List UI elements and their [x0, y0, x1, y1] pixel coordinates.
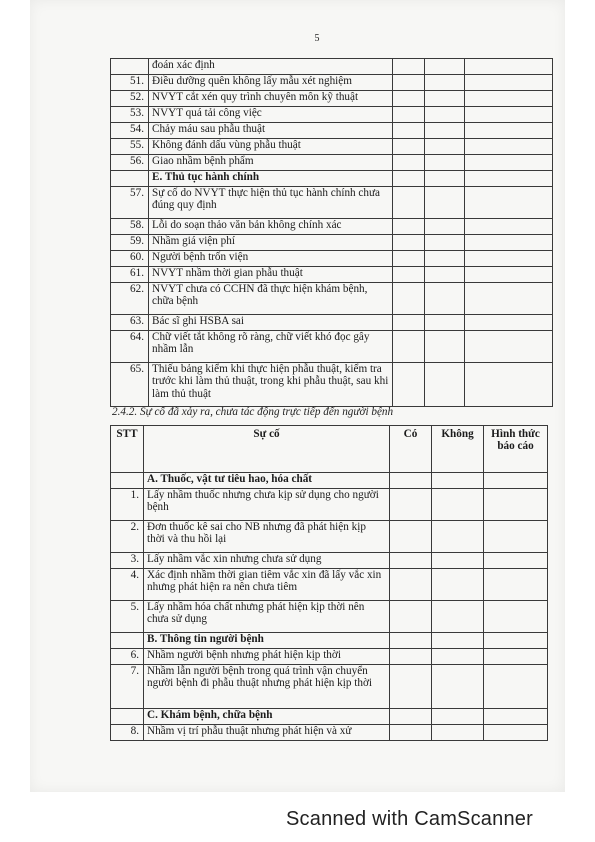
co-cell: [393, 139, 425, 155]
co-cell: [393, 155, 425, 171]
co-cell: [390, 489, 432, 521]
row-number: 1.: [111, 489, 144, 521]
row-number: [111, 59, 149, 75]
khong-cell: [432, 709, 484, 725]
khong-cell: [425, 155, 465, 171]
row-number: 57.: [111, 187, 149, 219]
table-row: [111, 187, 553, 219]
table-row: [111, 123, 553, 139]
row-number: 60.: [111, 251, 149, 267]
incident-text: NVYT nhầm thời gian phẫu thuật: [149, 267, 393, 283]
khong-cell: [425, 219, 465, 235]
incident-table-continued: [110, 58, 553, 407]
incident-text: Lấy nhầm vắc xin nhưng chưa sử dụng: [144, 553, 390, 569]
co-cell: [393, 75, 425, 91]
report-form-cell: [465, 91, 553, 107]
row-number: 8.: [111, 725, 144, 741]
table-row: [111, 553, 548, 569]
table-header-row: [111, 426, 548, 473]
co-cell: [393, 123, 425, 139]
row-number: [111, 633, 144, 649]
khong-cell: [425, 235, 465, 251]
section-title: E. Thủ tục hành chính: [149, 171, 393, 187]
incident-text: Nhầm giá viện phí: [149, 235, 393, 251]
section-title: A. Thuốc, vật tư tiêu hao, hóa chất: [144, 473, 390, 489]
section-title: C. Khám bệnh, chữa bệnh: [144, 709, 390, 725]
co-cell: [393, 331, 425, 363]
section-row: [111, 171, 553, 187]
co-cell: [390, 709, 432, 725]
report-form-cell: [484, 553, 548, 569]
co-cell: [393, 235, 425, 251]
khong-cell: [432, 521, 484, 553]
khong-cell: [425, 171, 465, 187]
report-form-cell: [484, 489, 548, 521]
co-cell: [393, 267, 425, 283]
row-number: 5.: [111, 601, 144, 633]
section-row: [111, 709, 548, 725]
row-number: 58.: [111, 219, 149, 235]
incident-text: Chảy máu sau phẫu thuật: [149, 123, 393, 139]
khong-cell: [425, 139, 465, 155]
khong-cell: [432, 569, 484, 601]
row-number: [111, 709, 144, 725]
khong-cell: [425, 187, 465, 219]
incident-text: Điều dưỡng quên không lấy mẫu xét nghiệm: [149, 75, 393, 91]
khong-cell: [425, 363, 465, 407]
khong-cell: [432, 601, 484, 633]
incident-text: đoán xác định: [149, 59, 393, 75]
report-form-cell: [465, 171, 553, 187]
report-form-cell: [484, 633, 548, 649]
header-co: Có: [390, 426, 432, 473]
table-row: [111, 139, 553, 155]
co-cell: [393, 171, 425, 187]
report-form-cell: [465, 139, 553, 155]
khong-cell: [425, 331, 465, 363]
incident-table-242: [110, 425, 548, 741]
table-row: [111, 649, 548, 665]
co-cell: [390, 725, 432, 741]
row-number: 6.: [111, 649, 144, 665]
incident-table-body: [111, 473, 548, 741]
report-form-cell: [465, 155, 553, 171]
co-cell: [393, 91, 425, 107]
report-form-cell: [465, 187, 553, 219]
row-number: 65.: [111, 363, 149, 407]
co-cell: [393, 59, 425, 75]
report-form-cell: [484, 601, 548, 633]
report-form-cell: [465, 107, 553, 123]
incident-text: Thiếu bảng kiểm khi thực hiện phẫu thuật, kiểm tra trước khi làm thủ thuật, trong khi phẫu thuật, sau khi làm thủ thuật: [149, 363, 393, 407]
co-cell: [390, 473, 432, 489]
row-number: 54.: [111, 123, 149, 139]
table-row: [111, 521, 548, 553]
table-row: [111, 363, 553, 407]
row-number: 55.: [111, 139, 149, 155]
khong-cell: [425, 283, 465, 315]
co-cell: [393, 219, 425, 235]
table-row: [111, 107, 553, 123]
incident-text: Không đánh dấu vùng phẫu thuật: [149, 139, 393, 155]
khong-cell: [425, 267, 465, 283]
report-form-cell: [465, 251, 553, 267]
co-cell: [393, 315, 425, 331]
row-number: 52.: [111, 91, 149, 107]
co-cell: [393, 363, 425, 407]
khong-cell: [432, 665, 484, 709]
co-cell: [390, 569, 432, 601]
table-row: [111, 315, 553, 331]
khong-cell: [425, 91, 465, 107]
table-row: [111, 251, 553, 267]
section-row: [111, 633, 548, 649]
table-row: [111, 75, 553, 91]
khong-cell: [432, 473, 484, 489]
co-cell: [390, 521, 432, 553]
row-number: 7.: [111, 665, 144, 709]
table-row: [111, 569, 548, 601]
report-form-cell: [465, 59, 553, 75]
co-cell: [393, 283, 425, 315]
report-form-cell: [465, 267, 553, 283]
row-number: 63.: [111, 315, 149, 331]
khong-cell: [425, 75, 465, 91]
co-cell: [390, 553, 432, 569]
incident-text: Người bệnh trốn viện: [149, 251, 393, 267]
co-cell: [390, 649, 432, 665]
report-form-cell: [484, 569, 548, 601]
khong-cell: [425, 315, 465, 331]
co-cell: [390, 601, 432, 633]
header-stt: STT: [111, 426, 144, 473]
table-row: [111, 155, 553, 171]
report-form-cell: [484, 521, 548, 553]
row-number: 56.: [111, 155, 149, 171]
section-caption: 2.4.2. Sự cố đã xảy ra, chưa tác động trực tiếp đến người bệnh: [112, 406, 394, 418]
report-form-cell: [484, 649, 548, 665]
table-row: [111, 283, 553, 315]
table-row: [111, 59, 553, 75]
row-number: 4.: [111, 569, 144, 601]
incident-text: Nhầm người bệnh nhưng phát hiện kịp thời: [144, 649, 390, 665]
khong-cell: [432, 553, 484, 569]
incident-text: Chữ viết tắt không rõ ràng, chữ viết khó đọc gây nhầm lẫn: [149, 331, 393, 363]
incident-table-body: [111, 59, 553, 407]
incident-text: Nhầm lẫn người bệnh trong quá trình vận chuyển người bệnh đi phẫu thuật nhưng phát hiện kịp thời: [144, 665, 390, 709]
row-number: 3.: [111, 553, 144, 569]
khong-cell: [432, 649, 484, 665]
incident-text: Bác sĩ ghi HSBA sai: [149, 315, 393, 331]
co-cell: [393, 107, 425, 123]
table-row: [111, 665, 548, 709]
header-su-co: Sự cố: [144, 426, 390, 473]
section-title: B. Thông tin người bệnh: [144, 633, 390, 649]
table-row: [111, 331, 553, 363]
incident-text: Lỗi do soạn thảo văn bản không chính xác: [149, 219, 393, 235]
khong-cell: [432, 725, 484, 741]
page-number: 5: [314, 33, 320, 44]
section-row: [111, 473, 548, 489]
khong-cell: [425, 251, 465, 267]
incident-text: NVYT quá tải công việc: [149, 107, 393, 123]
table-row: [111, 489, 548, 521]
incident-text: Lấy nhầm hóa chất nhưng phát hiện kịp thời nên chưa sử dụng: [144, 601, 390, 633]
camscanner-watermark: Scanned with CamScanner: [286, 808, 533, 830]
table-row: [111, 219, 553, 235]
report-form-cell: [465, 219, 553, 235]
incident-text: Giao nhầm bệnh phẩm: [149, 155, 393, 171]
report-form-cell: [465, 315, 553, 331]
report-form-cell: [484, 665, 548, 709]
row-number: 61.: [111, 267, 149, 283]
khong-cell: [425, 59, 465, 75]
incident-text: NVYT cắt xén quy trình chuyên môn kỹ thuật: [149, 91, 393, 107]
incident-text: Sự cố do NVYT thực hiện thủ tục hành chính chưa đúng quy định: [149, 187, 393, 219]
incident-text: Nhầm vị trí phẫu thuật nhưng phát hiện và xử: [144, 725, 390, 741]
report-form-cell: [465, 235, 553, 251]
row-number: 62.: [111, 283, 149, 315]
row-number: [111, 171, 149, 187]
row-number: 59.: [111, 235, 149, 251]
header-hinh-thuc: Hình thức báo cáo: [484, 426, 548, 473]
co-cell: [393, 251, 425, 267]
report-form-cell: [484, 709, 548, 725]
table-row: [111, 235, 553, 251]
header-khong: Không: [432, 426, 484, 473]
report-form-cell: [484, 473, 548, 489]
incident-text: Xác định nhầm thời gian tiêm vắc xin đã lấy vắc xin nhưng phát hiện ra nên chưa tiêm: [144, 569, 390, 601]
co-cell: [390, 665, 432, 709]
khong-cell: [425, 107, 465, 123]
table-row: [111, 725, 548, 741]
table-row: [111, 601, 548, 633]
row-number: [111, 473, 144, 489]
incident-text: Đơn thuốc kê sai cho NB nhưng đã phát hiện kịp thời và thu hồi lại: [144, 521, 390, 553]
row-number: 2.: [111, 521, 144, 553]
table-row: [111, 267, 553, 283]
report-form-cell: [465, 123, 553, 139]
row-number: 53.: [111, 107, 149, 123]
report-form-cell: [465, 283, 553, 315]
incident-text: Lấy nhầm thuốc nhưng chưa kịp sử dụng cho người bệnh: [144, 489, 390, 521]
khong-cell: [432, 489, 484, 521]
row-number: 51.: [111, 75, 149, 91]
co-cell: [393, 187, 425, 219]
khong-cell: [432, 633, 484, 649]
khong-cell: [425, 123, 465, 139]
row-number: 64.: [111, 331, 149, 363]
report-form-cell: [465, 75, 553, 91]
table-row: [111, 91, 553, 107]
report-form-cell: [484, 725, 548, 741]
incident-text: NVYT chưa có CCHN đã thực hiện khám bệnh, chữa bệnh: [149, 283, 393, 315]
co-cell: [390, 633, 432, 649]
report-form-cell: [465, 363, 553, 407]
report-form-cell: [465, 331, 553, 363]
